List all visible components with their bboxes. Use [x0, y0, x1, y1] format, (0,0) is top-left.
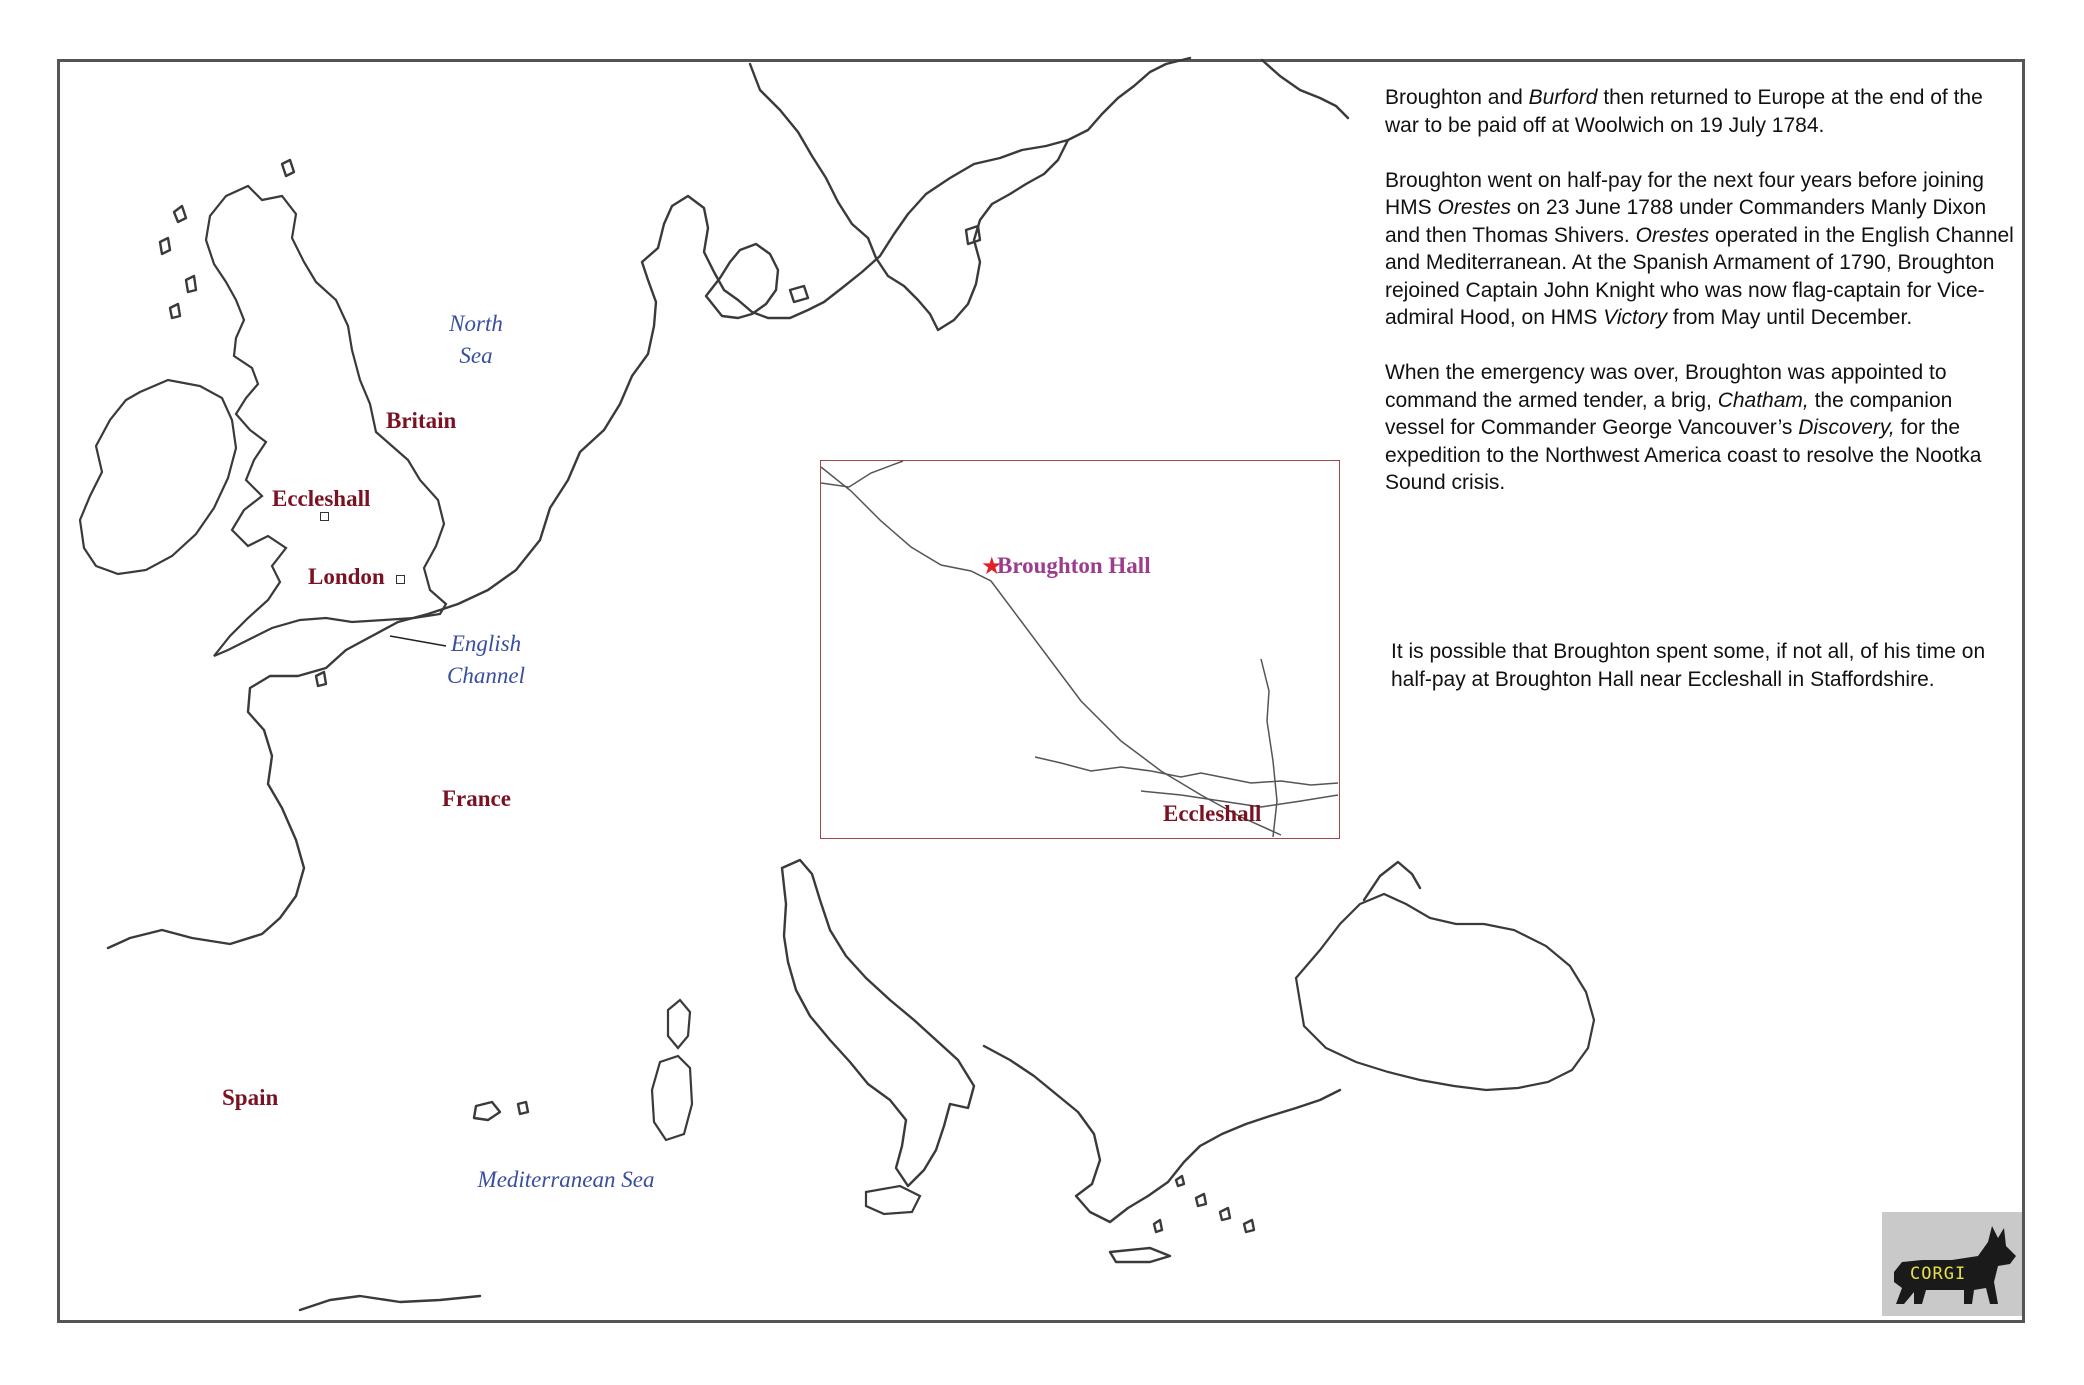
road — [1261, 659, 1277, 837]
corgi-logo — [1882, 1212, 2022, 1316]
road — [821, 461, 903, 487]
island — [1110, 1248, 1170, 1262]
corsica-coast — [668, 1000, 690, 1048]
island — [1196, 1194, 1206, 1206]
north-sea-line2: Sea — [459, 343, 493, 368]
broughton-hall-star-icon: ★ — [981, 553, 1003, 580]
label-france: France — [442, 786, 511, 811]
label-london: London — [308, 564, 385, 589]
english-channel-line2: Channel — [447, 663, 525, 688]
inset-roads — [821, 461, 1338, 837]
island — [1176, 1176, 1184, 1186]
label-spain: Spain — [222, 1085, 279, 1110]
inset-map — [820, 460, 1340, 839]
island — [1220, 1208, 1230, 1220]
sardinia-coast — [652, 1056, 692, 1140]
italy-coast — [782, 860, 974, 1186]
island — [790, 286, 808, 302]
crimea-coast — [1364, 862, 1420, 900]
ireland-coast — [80, 380, 236, 574]
narrative-paragraph-1: Broughton and Burford then returned to Europe at the end of the war to be paid off at Woolwich on 19 July 1784. — [1385, 86, 1983, 137]
english-channel-line1: English — [450, 631, 522, 656]
africa-coast — [300, 1296, 480, 1310]
scandinavia-coast — [1262, 60, 1348, 118]
label-north-sea — [436, 308, 516, 372]
london-marker — [396, 575, 405, 584]
label-britain: Britain — [386, 408, 457, 433]
narrative-block — [1385, 84, 2017, 524]
label-eccleshall: Eccleshall — [272, 486, 371, 511]
island — [282, 160, 294, 176]
island — [966, 226, 980, 244]
island — [474, 1102, 500, 1120]
inset-label-eccleshall: Eccleshall — [1163, 801, 1262, 826]
sicily-coast — [866, 1186, 920, 1214]
island — [186, 276, 196, 292]
narrative-paragraph-2: Broughton went on half-pay for the next four years before joining HMS Orestes on 23 June 1788 under Commanders Manly Dixon and then Thomas Shivers. Orestes operated in the English Channel and Mediterranean. At the Spanish Armament of 1790, Broughton rejoined Captain John Knight who was now flag-captain for Vice-admiral Hood, on HMS Victory from May until December. — [1385, 168, 2014, 329]
island — [1244, 1220, 1254, 1232]
denmark-coast — [706, 244, 778, 318]
narrative-paragraph-4: It is possible that Broughton spent some, if not all, of his time on half-pay at Broughton Hall near Eccleshall in Staffordshire. — [1391, 640, 1986, 691]
narrative-paragraph-3: When the emergency was over, Broughton was appointed to command the armed tender, a brig, Chatham, the companion vessel for Commander George Vancouver’s Discovery, for the expedition to the Northwest America coast to resolve the Nootka Sound crisis. — [1385, 361, 1982, 494]
eccleshall-marker — [320, 512, 329, 521]
balkans-coast — [984, 1046, 1340, 1222]
island — [1154, 1220, 1162, 1232]
island — [316, 672, 326, 686]
island — [174, 206, 186, 222]
road — [821, 467, 1281, 835]
corgi-logo-text: CORGI — [1910, 1264, 1967, 1284]
island — [160, 238, 170, 254]
black-sea-coast — [1296, 894, 1594, 1090]
inset-label-broughton-hall: Broughton Hall — [997, 553, 1151, 578]
scandinavia-coast — [750, 64, 1068, 330]
north-sea-line1: North — [449, 311, 503, 336]
label-english-channel — [436, 628, 536, 692]
island — [170, 304, 180, 318]
label-mediterranean-sea: Mediterranean Sea — [477, 1167, 655, 1192]
road — [1035, 757, 1338, 785]
island — [518, 1102, 528, 1114]
